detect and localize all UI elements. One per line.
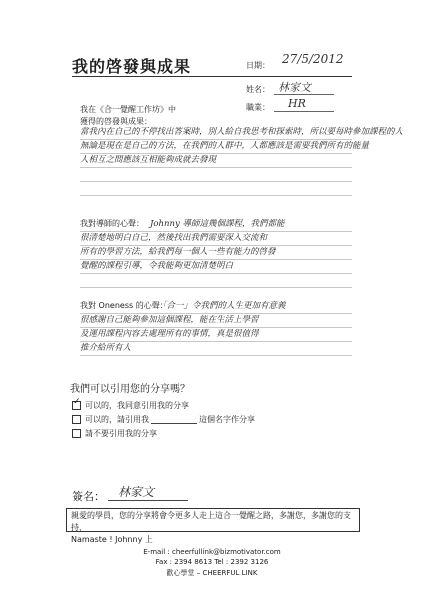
answer-rule — [80, 327, 352, 328]
thanks-box — [66, 508, 360, 544]
oneness-answer-line-3: 及運用課程內容去處理所有的事情，真是很值得 — [80, 329, 259, 339]
footer-org: 歡心學堂 – CHEERFUL LINK — [166, 569, 258, 577]
answer-rule — [80, 341, 352, 342]
answer-rule — [80, 313, 352, 314]
checkbox[interactable] — [72, 429, 81, 438]
title-underline — [72, 76, 352, 77]
oneness-answer-line-2: 很感謝自己能夠參加這個課程，能在生活上學習 — [80, 315, 259, 325]
signature-value: 林家文 — [118, 485, 155, 499]
answer-rule — [80, 195, 352, 196]
oneness-answer-line-1: 「合一」令我們的人生更加有意義 — [158, 301, 286, 311]
oneness-question: 我對 Oneness 的心聲： — [80, 301, 168, 310]
name-label: 姓名： — [246, 85, 270, 94]
answer-rule — [80, 273, 352, 274]
quote-option-deny[interactable] — [72, 428, 157, 439]
quote-option-allow-all[interactable] — [72, 397, 189, 411]
gains-answer-line-2: 無論是現在是自己的方法，在我們的人群中，人都應該是需要我們所有的能量 — [80, 141, 370, 151]
gains-answer-line-3: 人相互之間應該互相能夠成就去發現 — [80, 155, 217, 165]
alias-blank[interactable] — [151, 415, 197, 424]
answer-rule — [80, 139, 352, 140]
quote-permission-question: 我們可以引用您的分享嗎？ — [70, 384, 190, 395]
answer-rule — [80, 167, 352, 168]
workshop-line: 我在《合一覺醒工作坊》中 — [80, 105, 176, 114]
job-value: HR — [288, 97, 306, 110]
name-value: 林家文 — [278, 81, 311, 94]
mentor-answer-line-3: 所有的學習方法，給我們每一個人一些有能力的啓發 — [80, 247, 276, 257]
checkbox-checked[interactable] — [72, 397, 81, 410]
job-underline — [274, 111, 334, 112]
footer-phone: Fax : 2394 8613 Tel : 2392 3126 — [155, 558, 269, 566]
signature-underline — [108, 500, 188, 501]
date-label: 日期： — [246, 61, 270, 70]
gains-question: 獲得的啓發與成果： — [80, 117, 152, 126]
gains-answer-line-1: 當我內在自己的不停找出答案時，別人給自我思考和探索時，所以要每時參加課程的人 — [80, 127, 404, 137]
job-label: 職業： — [246, 103, 270, 112]
checkbox[interactable] — [72, 415, 81, 424]
mentor-answer-line-1: Johnny 導師這幾個課程，我們都能 — [150, 219, 285, 229]
name-underline — [274, 94, 334, 95]
quote-option-alias[interactable] — [72, 414, 255, 425]
oneness-answer-line-4: 推介給所有人 — [80, 343, 132, 353]
mentor-question: 我對導師的心聲： — [80, 219, 144, 228]
footer-email: E-mail : cheerfullink@bizmotivator.com — [143, 548, 281, 556]
answer-rule — [80, 287, 352, 288]
page-title: 我的啓發與成果 — [72, 57, 192, 76]
answer-rule — [80, 355, 352, 356]
date-value: 27/5/2012 — [282, 52, 344, 66]
answer-rule — [80, 181, 352, 182]
quote-option-label: 可以的，請引用我 — [85, 415, 149, 424]
quote-option-label: 這個名字作分享 — [199, 415, 255, 424]
quote-option-label: 請不要引用我的分享 — [85, 429, 157, 438]
answer-rule — [80, 245, 352, 246]
quote-option-label: 可以的，我同意引用我的分享 — [85, 401, 189, 410]
signature-label: 簽名： — [72, 490, 105, 503]
mentor-answer-line-2: 很清楚地明白自己，然後找出我們需要深入交流和 — [80, 233, 268, 243]
thanks-line-1: 親愛的學員，您的分享將會令更多人走上這合一覺醒之路，多謝您，多謝您的支持， — [71, 511, 351, 532]
mentor-answer-line-4: 覺醒的課程引導，令我能夠更加清楚明白 — [80, 261, 234, 271]
thanks-line-2: Namaste ! Johnny 上 — [71, 535, 153, 544]
answer-rule — [80, 259, 352, 260]
answer-rule — [80, 231, 352, 232]
check-mark-icon: ✓ — [73, 397, 81, 407]
answer-rule — [80, 153, 352, 154]
